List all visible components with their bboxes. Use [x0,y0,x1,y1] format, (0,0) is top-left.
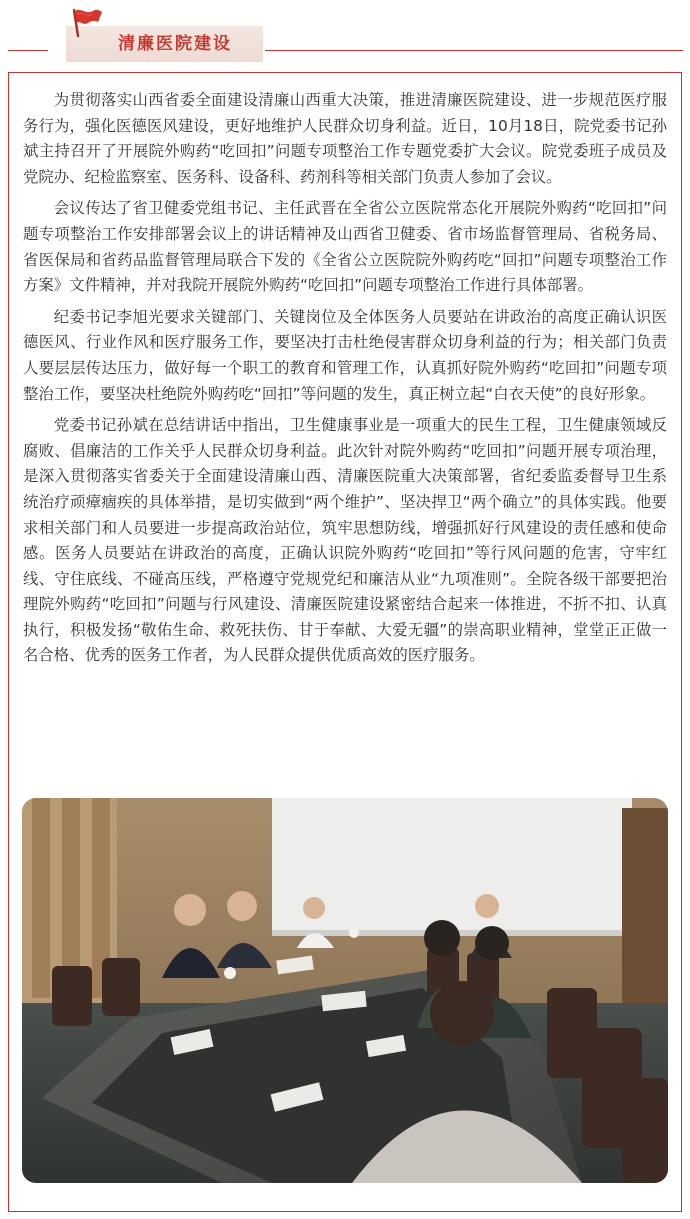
header-rule-left [8,50,48,51]
article-body [23,88,667,675]
meeting-room-illustration [22,798,668,1183]
paragraph-4: 党委书记孙斌在总结讲话中指出，卫生健康事业是一项重大的民生工程，卫生健康领域反腐败、倡廉洁的工作关乎人民群众切身利益。此次针对院外购药“吃回扣”问题开展专项治理，是深入贯彻落实省委关于全面建设清廉山西、清廉医院重大决策部署，省纪委监委督导卫生系统治疗顽瘴痼疾的具体举措，是切实做到“两个维护”、坚决捍卫“两个确立”的具体实践。他要求相关部门和人员要进一步提高政治站位，筑牢思想防线，增强抓好行风建设的责任感和使命感。医务人员要站在讲政治的高度，正确认识院外购药“吃回扣”等行风问题的危害，守牢红线、守住底线、不碰高压线，严格遵守党规党纪和廉洁从业“九项准则”。全院各级干部要把治理院外购药“吃回扣”问题与行风建设、清廉医院建设紧密结合起来一体推进，不折不扣、认真执行，积极发扬“敬佑生命、救死扶伤、甘于奉献、大爱无疆”的崇高职业精神，堂堂正正做一名合格、优秀的医务工作者，为人民群众提供优质高效的医疗服务。 [23,416,667,665]
paragraph-1: 为贯彻落实山西省委全面建设清廉山西重大决策，推进清廉医院建设、进一步规范医疗服务行为，强化医德医风建设，更好地维护人民群众切身利益。近日，10月18日，院党委书记孙斌主持召开了开展院外购药“吃回扣”问题专项整治工作专题党委扩大会议。院党委班子成员及党院办、纪检监察室、医务科、设备科、药剂科等相关部门负责人参加了会议。 [23,91,667,186]
red-flag-icon [68,6,104,38]
paragraph-3: 纪委书记李旭光要求关键部门、关键岗位及全体医务人员要站在讲政治的高度正确认识医德医风、行业作风和医疗服务工作，要坚决打击杜绝侵害群众切身利益的行为；相关部门负责人要层层传达压力，做好每一个职工的教育和管理工作，认真抓好院外购药“吃回扣”问题专项整治工作，要坚决杜绝院外购药吃“回扣”等问题的发生，真正树立起“白衣天使”的良好形象。 [23,307,667,403]
page-title: 清廉医院建设 [118,34,232,54]
section-header [0,0,690,64]
header-rule-right [265,50,683,51]
meeting-photo [22,798,668,1183]
paragraph-2: 会议传达了省卫健委党组书记、主任武晋在全省公立医院常态化开展院外购药“吃回扣”问题专项整治工作安排部署会议上的讲话精神及山西省卫健委、省市场监督管理局、省税务局、省医保局和省药品监督管理局联合下发的《全省公立医院院外购药吃“回扣”问题专项整治工作方案》文件精神，并对我院开展院外购药“吃回扣”问题专项整治工作进行具体部署。 [23,199,667,295]
